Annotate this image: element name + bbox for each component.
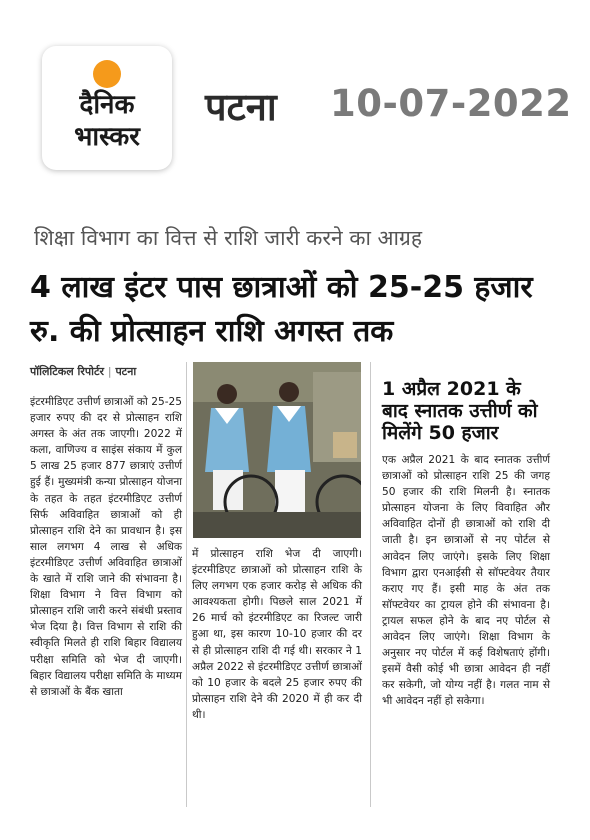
article-column-2: में प्रोत्साहन राशि भेज दी जाएगी। इंटरमीडिएट छात्राओं को प्रोत्साहन राशि के लिए लगभग एक हजार करोड़ से अधिक की आवश्यकता होगी। पिछले साल 2021 में 26 मार्च को इंटरमीडिएट का रिजल्ट जारी हुआ था, इस कारण 10-10 हजार की दर से ही प्रोत्साहन राशि दी गई थी। सरकार ने 1 अप्रैल 2022 से इंटरमीडिएट उत्तीर्ण छात्राओं को 10 हजार के बदले 25 हजार रुपए की प्रोत्साहन राशि देने की 2020 में ही कर दी थी। bbox=[192, 548, 362, 721]
column-divider bbox=[186, 362, 187, 807]
article-byline bbox=[30, 364, 136, 379]
byline-reporter: पॉलिटिकल रिपोर्टर bbox=[30, 365, 105, 378]
article-column-1: इंटरमीडिएट उत्तीर्ण छात्राओं को 25-25 हजार रुपए की दर से प्रोत्साहन राशि अगस्त के अंत तक जाएगी। 2022 में कला, वाणिज्य व साइंस संकाय में कुल 5 लाख 25 हजार 877 छात्राएं उत्तीर्ण हुई हैं। मुख्यमंत्री कन्या प्रोत्साहन योजना के तहत के तहत इंटरमीडिएट उत्तीर्ण सिर्फ अविवाहित छात्राओं को ही प्रोत्साहन राशि देने का प्रावधान है। इस साल लगभग 4 लाख से अधिक इंटरमीडिएट उत्तीर्ण अविवाहित छात्राओं के खाते में राशि जाने की संभावना है। शिक्षा विभाग ने वित्त विभाग को प्रोत्साहन राशि जारी करने संबंधी प्रस्ताव भेज दिया है। वित्त विभाग से राशि की स्वीकृति मिलते ही राशि बिहार विद्यालय परीक्षा समिति को भेज दी जाएगी। बिहार विद्यालय परीक्षा समिति के माध्यम से छात्राओं के बैंक खाता bbox=[30, 396, 182, 698]
logo-text-line1: दैनिक bbox=[79, 90, 135, 120]
column-divider bbox=[370, 362, 371, 807]
edition-date: 10-07-2022 bbox=[330, 82, 572, 125]
dainik-bhaskar-logo bbox=[42, 46, 172, 170]
logo-sun-icon bbox=[93, 60, 121, 88]
article-column-3: एक अप्रैल 2021 के बाद स्नातक उत्तीर्ण छात्राओं को प्रोत्साहन राशि 25 की जगह 50 हजार की राशि मिलनी है। स्नातक प्रोत्साहन योजना के लिए विवाहित और अविवाहित दोनों ही छात्राओं को राशि दी जाती है। इन छात्राओं से नए पोर्टल से आवेदन लिए जाएंगे। इसके लिए शिक्षा विभाग द्वारा एनआईसी से सॉफ्टवेयर तैयार कराए गए हैं। इसी माह के अंत तक सॉफ्टवेयर का ट्रायल होने की संभावना है। ट्रायल सफल होने के बाद नए पोर्टल से आवेदन लिए जाएंगे। शिक्षा विभाग के अनुसार नए पोर्टल में कई विशेषताएं होंगी। इसमें वैसी कोई भी छात्रा आवेदन ही नहीं कर सकेगी, जो योग्य नहीं है। गलत नाम से भी आवेदन नहीं हो सकेगा। bbox=[382, 454, 550, 708]
article-headline: 4 लाख इंटर पास छात्राओं को 25-25 हजार रु. की प्रोत्साहन राशि अगस्त तक bbox=[30, 270, 533, 349]
article-subheading: 1 अप्रैल 2021 के बाद स्नातक उत्तीर्ण को मिलेंगे 50 हजार bbox=[382, 378, 538, 444]
students-cycling-photo bbox=[193, 362, 361, 538]
article-kicker: शिक्षा विभाग का वित्त से राशि जारी करने का आग्रह bbox=[34, 226, 423, 250]
byline-city: पटना bbox=[115, 365, 137, 378]
article-photo bbox=[193, 362, 361, 538]
logo-text-line2: भास्कर bbox=[74, 122, 140, 152]
byline-separator: | bbox=[107, 365, 112, 378]
edition-city: पटना bbox=[205, 85, 277, 129]
